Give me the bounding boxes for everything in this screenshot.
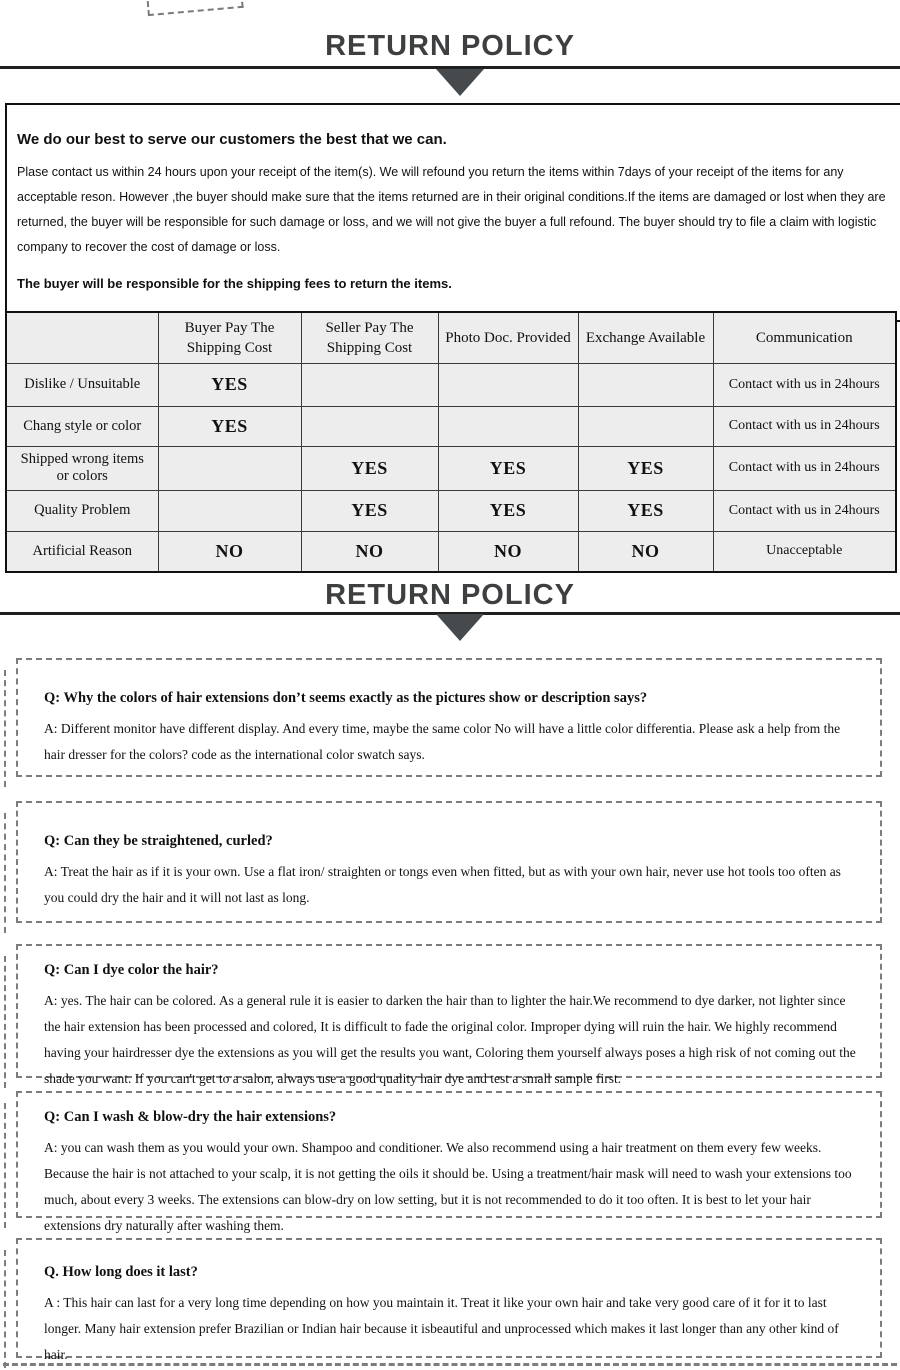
cell-value [578, 406, 713, 446]
intro-heading: We do our best to serve our customers the best that we can. [17, 131, 447, 148]
faq-box [16, 1091, 882, 1233]
down-arrow-icon [436, 614, 484, 641]
cell-value: NO [301, 531, 438, 572]
cell-value: YES [578, 446, 713, 490]
faq-answer: A : This hair can last for a very long time depending on how you maintain it. Treat it like your own hair and take very good care of it for it to last longer. Many hair extension prefer Brazilian or Indian hair because it isbeautiful and unprocessed which makes it last longer than any other kind of hair. [44, 1295, 839, 1362]
communication-cell: Contact with us in 24hours [713, 490, 896, 531]
faq-box [16, 944, 882, 1086]
row-label: Shipped wrong items or colors [6, 446, 158, 490]
communication-cell: Contact with us in 24hours [713, 363, 896, 406]
intro-body: Plase contact us within 24 hours upon your receipt of the item(s). We will refound you return the items within 7days of your receipt of the items for any acceptable reson. However ,the buyer should make sure that the items returned are in their original conditions.If the items are damaged or lost when they are returned, the buyer will be responsible for such damage or loss, and we will not give the buyer a full refound. The buyer should try to file a claim with logistic company to recover the cost of damage or loss. [17, 165, 886, 254]
row-label: Chang style or color [6, 406, 158, 446]
table-row [6, 531, 896, 572]
table-row [6, 406, 896, 446]
page-title: RETURN POLICY [325, 579, 575, 611]
cell-value: YES [578, 490, 713, 531]
table-row [6, 446, 896, 490]
cell-value: YES [438, 446, 578, 490]
cell-value: YES [158, 363, 301, 406]
column-header: Seller Pay The Shipping Cost [301, 312, 438, 363]
cell-value: NO [578, 531, 713, 572]
column-header [6, 312, 158, 363]
cell-value [438, 406, 578, 446]
down-arrow-icon [436, 69, 484, 96]
cell-value [578, 363, 713, 406]
faq-question: Q: Why the colors of hair extensions don’t seems exactly as the pictures show or description says? [44, 690, 648, 706]
faq-question: Q: Can I dye color the hair? [44, 962, 219, 978]
cell-value: YES [301, 446, 438, 490]
faq-question: Q: Can I wash & blow-dry the hair extensions? [44, 1109, 337, 1125]
table-row [6, 363, 896, 406]
faq-box [16, 801, 882, 923]
cell-value [301, 406, 438, 446]
faq-question: Q. How long does it last? [44, 1264, 198, 1280]
faq-box [16, 658, 882, 777]
faq-answer: A: you can wash them as you would your own. Shampoo and conditioner. We also recommend using a hair treatment on them every few weeks. Because the hair is not attached to your scalp, it is not getting the oils it should be. Using a treatment/hair mask will need to wash your extensions too much, about every 3 weeks. The extensions can blow-dry on low setting, but it is not recommended to do it too often. It is best to let your hair extensions dry naturally after washing them. [44, 1140, 852, 1233]
cell-value: NO [438, 531, 578, 572]
column-header: Communication [713, 312, 896, 363]
row-label: Dislike / Unsuitable [6, 363, 158, 406]
row-label: Quality Problem [6, 490, 158, 531]
communication-cell: Unacceptable [713, 531, 896, 572]
torn-dashed-fragment [144, 0, 243, 16]
column-header: Photo Doc. Provided [438, 312, 578, 363]
cutoff-dashed-line [0, 1363, 900, 1366]
cell-value: YES [301, 490, 438, 531]
cell-value [301, 363, 438, 406]
column-header: Exchange Available [578, 312, 713, 363]
communication-cell: Contact with us in 24hours [713, 446, 896, 490]
faq-box [16, 1238, 882, 1362]
faq-question: Q: Can they be straightened, curled? [44, 833, 273, 849]
cell-value [158, 490, 301, 531]
intro-note: The buyer will be responsible for the shipping fees to return the items. [17, 276, 452, 291]
cell-value: YES [158, 406, 301, 446]
cell-value: NO [158, 531, 301, 572]
row-label: Artificial Reason [6, 531, 158, 572]
cell-value: YES [438, 490, 578, 531]
faq-answer: A: Treat the hair as if it is your own. Use a flat iron/ straighten or tongs even when fitted, but as with your own hair, never use hot tools too often as you could dry the hair and it will not last as long. [44, 864, 841, 905]
column-header: Buyer Pay The Shipping Cost [158, 312, 301, 363]
cell-value [438, 363, 578, 406]
faq-answer: A: yes. The hair can be colored. As a general rule it is easier to darken the hair than to lighter the hair.We recommend to dye darker, not lighter since the hair extension has been processed and colored, It is difficult to fade the original color. Improper dying will ruin the hair. We highly recommend having your hairdresser dye the extensions as you will get the results you want, Coloring them yourself always poses a high risk of not coming out the shade you want. If you can't get to a salon, always use a good quality hair dye and test a small sample first. [44, 993, 856, 1086]
faq-answer: A: Different monitor have different display. And every time, maybe the same color No will have a little color differentia. Please ask a help from the hair dresser for the colors? code as the international color swatch says. [44, 721, 841, 762]
communication-cell: Contact with us in 24hours [713, 406, 896, 446]
cell-value [158, 446, 301, 490]
page-title: RETURN POLICY [325, 30, 575, 62]
table-header-row [6, 312, 896, 363]
intro-box [5, 103, 900, 322]
table-row [6, 490, 896, 531]
return-policy-table [5, 311, 897, 573]
